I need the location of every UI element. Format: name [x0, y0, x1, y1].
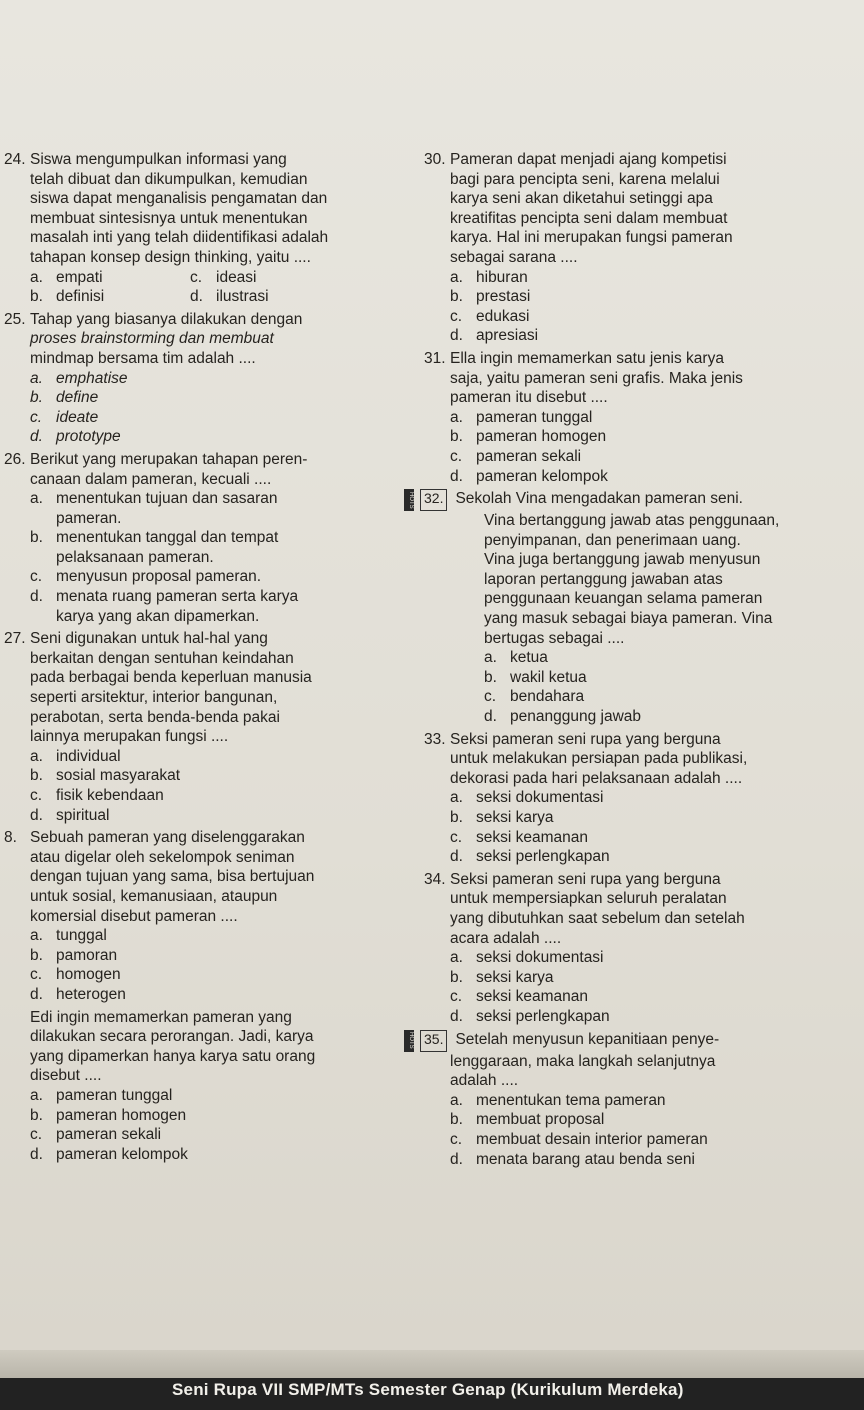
answer-options	[450, 408, 860, 486]
option-label: b.	[30, 529, 43, 547]
option-text: seksi perlengkapan	[476, 1007, 610, 1025]
question-line: proses brainstorming dan membuat	[30, 330, 274, 348]
option-text: spiritual	[56, 806, 110, 824]
answer-option[interactable]	[190, 287, 350, 307]
option-label: a.	[484, 649, 497, 667]
answer-option[interactable]	[30, 489, 404, 528]
option-label: c.	[484, 688, 497, 706]
question-34	[424, 870, 860, 1027]
option-text: pameran.	[56, 509, 122, 527]
option-text: seksi perlengkapan	[476, 848, 610, 866]
answer-option[interactable]	[30, 408, 404, 428]
option-text: individual	[56, 747, 121, 765]
option-text: edukasi	[476, 307, 530, 325]
question-line: karya. Hal ini merupakan fungsi pameran	[450, 229, 733, 247]
option-label: d.	[30, 806, 43, 824]
answer-option[interactable]	[30, 528, 404, 567]
answer-option[interactable]	[450, 1091, 860, 1111]
option-label: d.	[450, 327, 463, 345]
answer-option[interactable]	[484, 668, 860, 688]
question-line: perabotan, serta benda-benda pakai	[30, 708, 280, 726]
option-label: c.	[450, 828, 463, 846]
option-text: prototype	[56, 428, 121, 446]
answer-option[interactable]	[450, 968, 860, 988]
answer-option[interactable]	[450, 1110, 860, 1130]
answer-option[interactable]	[30, 587, 404, 626]
option-label: c.	[450, 1130, 463, 1148]
answer-option[interactable]	[484, 707, 860, 727]
option-text: karya yang akan dipamerkan.	[56, 607, 260, 625]
option-label: c.	[30, 1126, 43, 1144]
question-line: saja, yaitu pameran seni grafis. Maka jenis	[450, 369, 743, 387]
footer-title: Seni Rupa VII SMP/MTs Semester Genap (Kurikulum Merdeka)	[172, 1380, 684, 1399]
question-line: acara adalah ....	[450, 929, 562, 947]
option-text: menata barang atau benda seni	[476, 1150, 695, 1168]
question-line: pada berbagai benda keperluan manusia	[30, 669, 312, 687]
question-number: 31.	[424, 349, 446, 367]
question-text	[455, 489, 860, 511]
answer-option[interactable]	[484, 648, 860, 668]
question-29	[4, 1008, 404, 1165]
option-label: b.	[30, 946, 43, 964]
option-label: a.	[450, 268, 463, 286]
answer-option[interactable]	[30, 388, 404, 408]
answer-option[interactable]	[30, 786, 404, 806]
option-label: d.	[190, 288, 203, 306]
question-line: Berikut yang merupakan tahapan peren-	[30, 450, 308, 468]
option-label: a.	[450, 949, 463, 967]
option-label: b.	[30, 1106, 43, 1124]
option-text: pameran homogen	[56, 1106, 187, 1124]
question-text	[30, 828, 404, 926]
question-line: Vina bertanggung jawab atas penggunaan,	[484, 512, 780, 530]
option-label: d.	[484, 708, 497, 726]
footer-divider	[0, 1350, 864, 1378]
option-label: a.	[450, 1091, 463, 1109]
question-text	[455, 1030, 860, 1052]
question-number: 30.	[424, 151, 446, 168]
option-text: pameran homogen	[476, 428, 607, 446]
option-text: ideate	[56, 408, 99, 426]
answer-option[interactable]	[450, 307, 860, 327]
answer-option[interactable]	[30, 766, 404, 786]
question-line: bertugas sebagai ....	[484, 629, 625, 647]
question-line: Ella ingin memamerkan satu jenis karya	[450, 349, 724, 367]
question-line: penggunaan keuangan selama pameran	[484, 590, 763, 608]
option-text: apresiasi	[476, 327, 539, 345]
option-text: menata ruang pameran serta karya	[56, 588, 299, 606]
option-text: sosial masyarakat	[56, 767, 181, 785]
option-label: d.	[30, 588, 43, 606]
question-line: Seksi pameran seni rupa yang berguna	[450, 730, 721, 748]
answer-option[interactable]	[450, 808, 860, 828]
option-label: b.	[450, 968, 463, 986]
question-line: untuk melakukan persiapan pada publikasi,	[450, 750, 748, 768]
option-text: fisik kebendaan	[56, 787, 164, 804]
question-line: adalah ....	[450, 1072, 519, 1090]
answer-option[interactable]	[450, 287, 860, 307]
answer-options	[30, 369, 404, 447]
option-label: c.	[30, 966, 43, 984]
option-label: b.	[450, 428, 463, 446]
question-35	[408, 1030, 860, 1170]
answer-options	[30, 489, 404, 626]
question-27	[4, 629, 404, 825]
option-text: seksi keamanan	[476, 988, 589, 1006]
answer-option[interactable]	[450, 828, 860, 848]
option-text: seksi karya	[476, 968, 554, 986]
question-line: yang dipamerkan hanya karya satu orang	[30, 1047, 316, 1065]
answer-option[interactable]	[30, 1125, 404, 1145]
answer-option[interactable]	[450, 1150, 860, 1170]
question-line: lainnya merupakan fungsi ....	[30, 728, 229, 746]
question-number: 25.	[4, 310, 26, 328]
option-label: b.	[450, 1111, 463, 1129]
question-number: 34.	[424, 870, 446, 888]
answer-option[interactable]	[450, 1007, 860, 1027]
answer-options	[30, 926, 404, 1004]
option-label: d.	[30, 428, 43, 446]
question-number: 35.	[420, 1030, 447, 1052]
question-line: mindmap bersama tim adalah ....	[30, 349, 256, 367]
option-text: menentukan tujuan dan sasaran	[56, 490, 278, 508]
answer-option[interactable]	[484, 687, 860, 707]
question-line: dilakukan secara perorangan. Jadi, karya	[30, 1028, 314, 1046]
option-label: a.	[30, 490, 43, 508]
question-text	[30, 150, 404, 268]
option-text: pameran sekali	[56, 1126, 162, 1144]
left-column	[4, 150, 404, 1164]
option-text: pelaksanaan pameran.	[56, 548, 214, 566]
option-label: c.	[190, 268, 203, 286]
question-line: untuk mempersiapkan seluruh peralatan	[450, 890, 727, 908]
option-label: d.	[450, 467, 463, 485]
option-label: c.	[450, 307, 463, 325]
option-text: tunggal	[56, 927, 107, 945]
question-line: komersial disebut pameran ....	[30, 907, 238, 925]
question-line: bagi para pencipta seni, karena melalui	[450, 170, 720, 188]
answer-option[interactable]	[450, 788, 860, 808]
option-label: d.	[30, 985, 43, 1003]
answer-option[interactable]	[450, 847, 860, 867]
option-label: a.	[30, 1086, 43, 1104]
question-text	[30, 629, 404, 747]
option-label: c.	[450, 447, 463, 465]
option-label: a.	[450, 408, 463, 426]
option-label: a.	[30, 747, 43, 765]
question-text	[30, 1008, 404, 1086]
question-line: Seni digunakan untuk hal-hal yang	[30, 630, 268, 648]
option-text: prestasi	[476, 288, 531, 306]
option-text: definisi	[56, 288, 105, 306]
option-label: b.	[30, 288, 43, 306]
option-text: seksi keamanan	[476, 828, 589, 846]
question-31	[424, 349, 860, 486]
answer-options	[450, 948, 860, 1026]
answer-option[interactable]	[450, 987, 860, 1007]
question-text-cont	[450, 1052, 860, 1091]
question-text	[30, 450, 404, 489]
answer-option[interactable]	[30, 268, 190, 288]
option-text: menentukan tema pameran	[476, 1091, 666, 1109]
answer-option[interactable]	[30, 427, 404, 447]
question-line: kreatifitas pencipta seni dalam membuat	[450, 209, 728, 227]
option-label: b.	[484, 668, 497, 686]
option-text: membuat proposal	[476, 1111, 605, 1129]
option-label: c.	[30, 408, 43, 426]
option-label: a.	[30, 268, 43, 286]
answer-option[interactable]	[450, 447, 860, 467]
option-label: a.	[30, 369, 43, 387]
answer-option[interactable]	[30, 946, 404, 966]
answer-option[interactable]	[450, 326, 860, 346]
question-line: seperti arsitektur, interior bangunan,	[30, 689, 278, 707]
question-33	[424, 730, 860, 867]
option-label: b.	[30, 767, 43, 785]
answer-option[interactable]	[30, 806, 404, 826]
option-label: a.	[30, 927, 43, 945]
option-text: wakil ketua	[510, 668, 587, 686]
option-label: d.	[450, 1007, 463, 1025]
option-text: pameran tunggal	[56, 1086, 173, 1104]
option-label: b.	[450, 288, 463, 306]
option-text: ideasi	[216, 268, 257, 286]
option-text: menentukan tanggal dan tempat	[56, 529, 279, 547]
question-line: atau digelar oleh sekelompok seniman	[30, 848, 295, 866]
question-line: lenggaraan, maka langkah selanjutnya	[450, 1052, 716, 1070]
question-number: 26.	[4, 450, 26, 468]
question-text	[450, 349, 860, 408]
answer-option[interactable]	[450, 1130, 860, 1150]
option-label: c.	[450, 988, 463, 1006]
option-label: d.	[450, 848, 463, 866]
question-line: dekorasi pada hari pelaksanaan adalah ....	[450, 769, 743, 787]
question-line: Siswa mengumpulkan informasi yang	[30, 151, 287, 168]
question-line: karya seni akan diketahui setinggi apa	[450, 190, 713, 208]
option-text: pameran sekali	[476, 447, 582, 465]
answer-option[interactable]	[450, 948, 860, 968]
question-line: masalah inti yang telah diidentifikasi adalah	[30, 229, 329, 247]
question-line: dengan tujuan yang sama, bisa bertujuan	[30, 868, 315, 886]
answer-option[interactable]	[450, 408, 860, 428]
question-line: sebagai sarana ....	[450, 248, 578, 266]
answer-options	[450, 268, 860, 346]
option-label: b.	[30, 389, 43, 407]
question-26	[4, 450, 404, 626]
question-line: membuat sintesisnya untuk menentukan	[30, 209, 308, 227]
option-label: d.	[30, 1145, 43, 1163]
question-number: 8.	[4, 829, 17, 847]
question-line: Pameran dapat menjadi ajang kompetisi	[450, 151, 727, 168]
right-column	[408, 150, 860, 1169]
option-text: ketua	[510, 649, 548, 667]
option-text: menyusun proposal pameran.	[56, 568, 262, 586]
option-label: c.	[30, 787, 43, 804]
option-text: pamoran	[56, 946, 118, 964]
answer-option[interactable]	[450, 427, 860, 447]
answer-options	[30, 1086, 404, 1164]
question-text	[450, 730, 860, 789]
question-text	[450, 870, 860, 948]
question-30	[424, 150, 860, 346]
answer-option[interactable]	[190, 268, 350, 288]
option-text: heterogen	[56, 985, 126, 1003]
answer-options	[30, 268, 404, 307]
option-label: a.	[450, 789, 463, 807]
question-number: 24.	[4, 151, 26, 168]
question-line: Tahap yang biasanya dilakukan dengan	[30, 310, 303, 328]
answer-option[interactable]	[30, 1145, 404, 1165]
option-text: ilustrasi	[216, 288, 269, 306]
option-text: membuat desain interior pameran	[476, 1130, 708, 1148]
question-line: penyimpanan, dan penerimaan uang.	[484, 531, 741, 549]
answer-options	[484, 648, 860, 726]
option-text: homogen	[56, 966, 121, 984]
answer-option[interactable]	[30, 1086, 404, 1106]
question-number: 33.	[424, 730, 446, 748]
option-text: define	[56, 389, 99, 407]
option-text: pameran kelompok	[476, 467, 608, 485]
question-line: Setelah menyusun kepanitiaan penye-	[455, 1030, 720, 1048]
question-32	[408, 489, 860, 727]
option-text: pameran tunggal	[476, 408, 593, 426]
hots-badge: HOTS	[404, 1030, 414, 1052]
question-text	[450, 150, 860, 268]
option-text: seksi dokumentasi	[476, 789, 604, 807]
option-label: b.	[450, 809, 463, 826]
option-text: seksi karya	[476, 809, 554, 826]
question-line: Sebuah pameran yang diselenggarakan	[30, 829, 305, 847]
question-line: siswa dapat menganalisis pengamatan dan	[30, 190, 328, 208]
question-line: Edi ingin memamerkan pameran yang	[30, 1008, 292, 1026]
question-28	[4, 828, 404, 1004]
answer-option[interactable]	[450, 467, 860, 487]
question-25	[4, 310, 404, 447]
option-text: empati	[56, 268, 103, 286]
question-line: yang masuk sebagai biaya pameran. Vina	[484, 610, 773, 628]
question-number: 27.	[4, 630, 26, 648]
question-line: untuk sosial, kemanusiaan, ataupun	[30, 887, 278, 905]
question-line: Seksi pameran seni rupa yang berguna	[450, 870, 721, 888]
question-line: Vina juga bertanggung jawab menyusun	[484, 551, 761, 569]
answer-option[interactable]	[30, 747, 404, 767]
option-label: c.	[30, 568, 43, 586]
answer-option[interactable]	[30, 287, 190, 307]
question-line: berkaitan dengan sentuhan keindahan	[30, 649, 294, 667]
question-24	[4, 150, 404, 307]
hots-badge: HOTS	[404, 489, 414, 511]
answer-options	[450, 1091, 860, 1169]
answer-option[interactable]	[30, 965, 404, 985]
question-line: canaan dalam pameran, kecuali ....	[30, 470, 272, 488]
answer-option[interactable]	[30, 1106, 404, 1126]
option-text: emphatise	[56, 369, 128, 387]
answer-option[interactable]	[30, 369, 404, 389]
question-number: 32.	[420, 489, 447, 511]
answer-options	[450, 788, 860, 866]
answer-options	[30, 747, 404, 825]
answer-option[interactable]	[30, 985, 404, 1005]
option-text: pameran kelompok	[56, 1145, 188, 1163]
question-number	[4, 1008, 30, 1086]
question-line: pameran itu disebut ....	[450, 389, 608, 407]
option-text: penanggung jawab	[510, 708, 642, 726]
answer-option[interactable]	[30, 567, 404, 587]
option-label: d.	[450, 1150, 463, 1168]
answer-option[interactable]	[30, 926, 404, 946]
question-line: laporan pertanggung jawaban atas	[484, 570, 723, 588]
question-line: Sekolah Vina mengadakan pameran seni.	[455, 490, 743, 508]
question-text-cont	[484, 511, 860, 648]
option-text: seksi dokumentasi	[476, 949, 604, 967]
question-line: telah dibuat dan dikumpulkan, kemudian	[30, 170, 308, 188]
option-text: hiburan	[476, 268, 528, 286]
question-line: yang dibutuhkan saat sebelum dan setelah	[450, 909, 745, 927]
question-text	[30, 310, 404, 369]
option-text: bendahara	[510, 688, 585, 706]
question-line: disebut ....	[30, 1067, 102, 1085]
answer-option[interactable]	[450, 268, 860, 288]
question-line: tahapan konsep design thinking, yaitu ....	[30, 248, 311, 266]
